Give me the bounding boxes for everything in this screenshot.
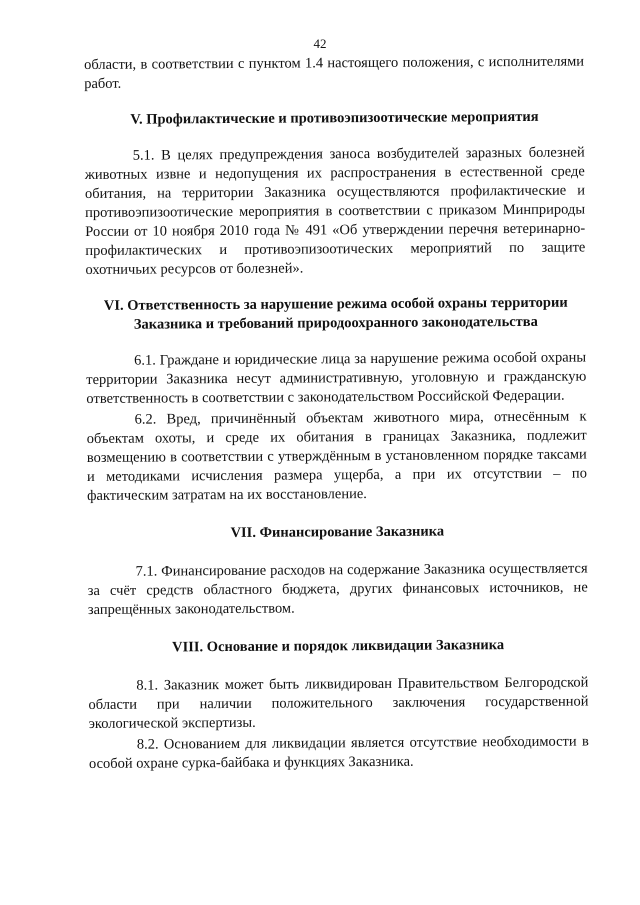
- paragraph-6-1: 6.1. Граждане и юридические лица за нарушение режима особой охраны территории Заказника несут административную, уголовную и гражданскую ответственность в соответствии с законодательством Российской Федерации.: [86, 349, 587, 407]
- section-heading-vii: VII. Финансирование Заказника: [230, 523, 445, 541]
- paragraph-5-1: 5.1. В целях предупреждения заноса возбудителей заразных болезней животных извне и недопущения их распространения в естественной среде обитания, на территории Заказника осуществляются профилактические и противоэпизоотические мероприятия в соответствии с приказом Минприроды России от 10 ноября 2010 года № 491 «Об утверждении перечня ветеринарно-профилактических и противоэпизоотических мероприятий по защите охотничьих ресурсов от болезней».: [84, 144, 586, 278]
- page-number: 42: [313, 36, 327, 51]
- section-heading-viii: VIII. Основание и порядок ликвидации Заказника: [172, 637, 505, 656]
- section-heading-vi: [86, 294, 586, 335]
- document-body: [84, 53, 589, 774]
- paragraph-8-1: 8.1. Заказник может быть ликвидирован Правительством Белгородской области при наличии положительного заключения государственной экологической экспертизы.: [88, 674, 589, 732]
- paragraph-6-2: 6.2. Вред, причинённый объектам животного мира, отнесённым к объектам охоты, и среде их обитания в границах Заказника, подлежит возмещению в соответствии с утверждённым в установленном порядке таксами и методиками исчисления размера ущерба, а при их отсутствии – по фактическим затратам на их восстановление.: [86, 408, 587, 504]
- section-heading-v: V. Профилактические и противоэпизоотические мероприятия: [130, 108, 539, 128]
- paragraph-8-2: 8.2. Основанием для ликвидации является отсутствие необходимости в особой охране сурка-байбака и функциях Заказника.: [88, 733, 589, 772]
- section-heading-vi-line-2: Заказника и требований природоохранного законодательства: [133, 313, 538, 333]
- section-heading-vi-line-1: VI. Ответственность за нарушение режима особой охраны территории: [103, 294, 568, 314]
- paragraph-7-1: 7.1. Финансирование расходов на содержание Заказника осуществляется за счёт средств областного бюджета, других финансовых источников, не запрещённых законодательством.: [87, 560, 588, 618]
- intro-paragraph: области, в соответствии с пунктом 1.4 настоящего положения, с исполнителями работ.: [84, 53, 585, 92]
